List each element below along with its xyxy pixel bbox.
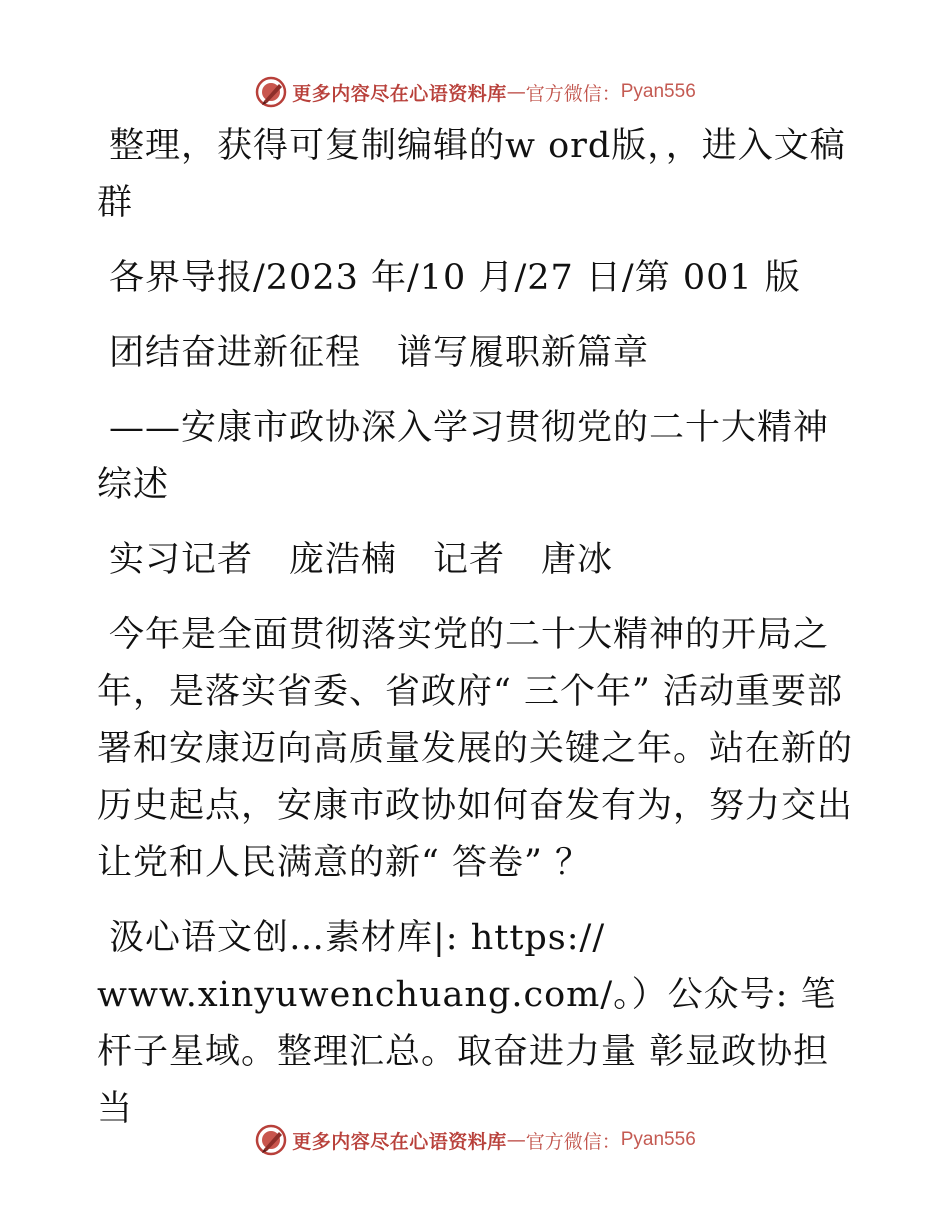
body-paragraph: 今年是全面贯彻落实党的二十大精神的开局之年，是落实省委、省政府“ 三个年” 活动重要部署和安康迈向高质量发展的关键之年。站在新的历史起点，安康市政协如何奋发有为，努力交出让党和人民满意的新“ 答卷” ？ [97,615,854,883]
header-wechat-id: Pyan556 [620,81,696,102]
header-dash: — [506,81,526,103]
body-paragraph-source: 汲心语文创…素材库|: https:// www.xinyuwenchuang.com/。）公众号: 笔杆子星域。整理汇总。取奋进力量 彰显政协担当 [97,918,837,1129]
footer-official-label: 官方微信： [525,1130,621,1153]
header-brand-text: 更多内容尽在心语资料库 [292,82,507,105]
byline: 实习记者 庞浩楠 记者 唐冰 [109,540,614,580]
document-body [97,118,857,1138]
footer-banner [0,1120,950,1160]
intro-text: 整理，获得可复制编辑的w ord版，，进入文稿群 [97,126,846,223]
subheadline: ——安康市政协深入学习贯彻党的二十大精神综述 [97,408,830,505]
pen-logo-icon [254,1123,288,1157]
footer-wechat-id: Pyan556 [620,1129,696,1150]
footer-brand-text: 更多内容尽在心语资料库 [292,1130,507,1153]
header-official-label: 官方微信： [525,82,621,105]
source-line: 各界导报/2023 年/10 月/27 日/第 001 版 [109,258,801,298]
pen-logo-icon [254,75,288,109]
headline: 团结奋进新征程 谱写履职新篇章 [109,333,650,373]
header-banner [0,72,950,112]
footer-dash: — [506,1129,526,1151]
